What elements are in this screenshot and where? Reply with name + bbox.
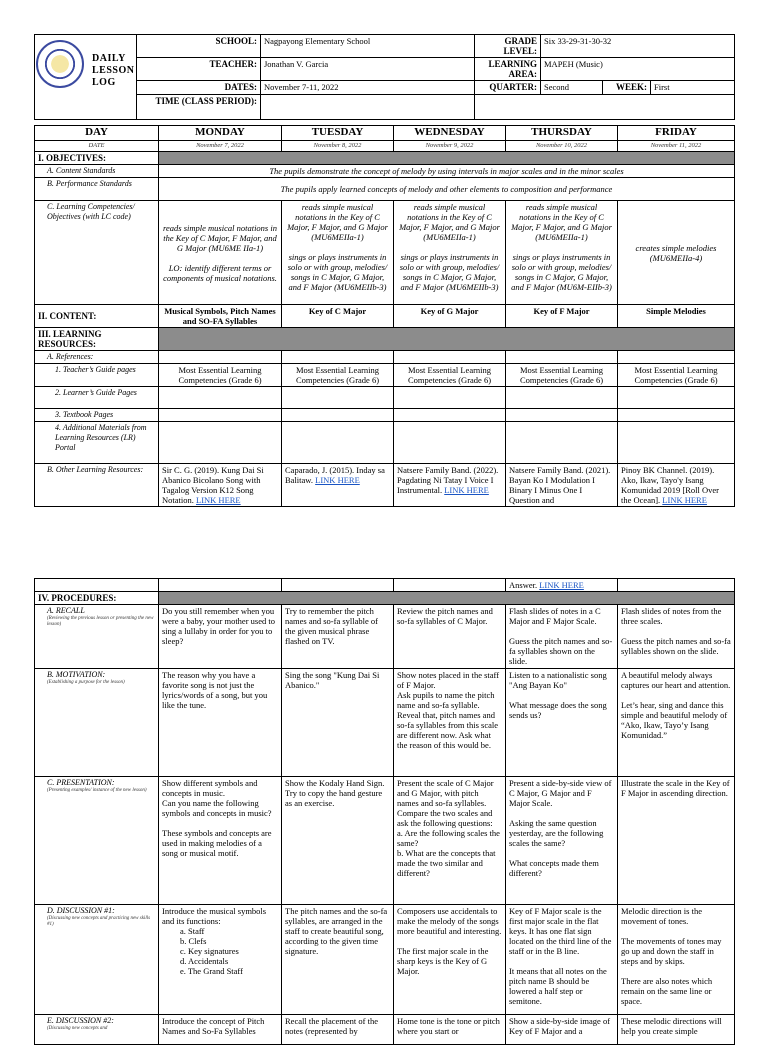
motivation-friday: A beautiful melody always captures our heart and attention. Let’s hear, sing and dance this simple and beautiful melody of “Ako, Ikaw, Tayo’y Isang Komunidad.” xyxy=(618,669,735,777)
date-friday: November 11, 2022 xyxy=(618,141,735,152)
area-label: LEARNING AREA: xyxy=(475,58,541,81)
quarter-value: Second xyxy=(541,81,603,95)
competency-friday: creates simple melodies (MU6MEIIa-4) xyxy=(618,201,735,305)
area-value: MAPEH (Music) xyxy=(541,58,735,81)
am-4 xyxy=(506,422,618,464)
procedures-heading: IV. PROCEDURES: xyxy=(35,592,159,605)
ref-blank-5 xyxy=(618,351,735,364)
link-tuesday[interactable]: LINK HERE xyxy=(315,475,360,485)
symbol-item-grand-staff: e. The Grand Staff xyxy=(180,966,243,976)
discussion2-wednesday: Home tone is the tone or pitch where you start or xyxy=(394,1015,506,1045)
lg-2 xyxy=(282,387,394,409)
motivation-label-text: B. MOTIVATION: xyxy=(47,670,106,679)
lg-3 xyxy=(394,387,506,409)
content-tuesday: Key of C Major xyxy=(282,305,394,328)
day-friday: FRIDAY xyxy=(618,126,735,141)
other-monday-text: Sir C. G. (2019). Kung Dai Si Abanico Bicolano Song with Tagalog Version K12 Song Notation. xyxy=(162,465,264,505)
other-thursday-cont xyxy=(506,579,618,592)
dates-value: November 7-11, 2022 xyxy=(261,81,475,95)
week-label: WEEK: xyxy=(603,81,651,95)
date-monday: November 7, 2022 xyxy=(159,141,282,152)
ref-blank-1 xyxy=(159,351,282,364)
tg-pages-label: 1. Teacher’s Guide pages xyxy=(35,364,159,387)
week-value: First xyxy=(651,81,735,95)
presentation-note: (Presenting examples/ instance of the new lesson) xyxy=(47,788,147,793)
presentation-friday: Illustrate the scale in the Key of F Major in ascending direction. xyxy=(618,777,735,905)
day-wednesday: WEDNESDAY xyxy=(394,126,506,141)
objectives-heading: I. OBJECTIVES: xyxy=(35,152,159,165)
recall-label-text: A. RECALL xyxy=(47,606,85,615)
symbol-item-staff: a. Staff xyxy=(180,926,205,936)
link-friday[interactable]: LINK HERE xyxy=(662,495,707,505)
competencies-label: C. Learning Competencies/ Objectives (with LC code) xyxy=(35,201,159,305)
day-label: DAY xyxy=(35,126,159,141)
link-monday[interactable]: LINK HERE xyxy=(196,495,241,505)
recall-friday: Flash slides of notes from the three scales. Guess the pitch names and so-fa syllables shown on the slide. xyxy=(618,605,735,669)
other-resources-label: B. Other Learning Resources: xyxy=(35,464,159,507)
performance-standards-label: B. Performance Standards xyxy=(35,178,159,201)
competency-wednesday: reads simple musical notations in the Key of C Major, F Major, and G Major (MU6MEIIa-1) sings or plays instruments in solo or with group, melodies/ songs in C Major, G Major, and F Major (MU6MEIIb-3) xyxy=(394,201,506,305)
other-tuesday xyxy=(282,464,394,507)
motivation-monday: The reason why you have a favorite song is not just the lyrics/words of a song, but you like the tune. xyxy=(159,669,282,777)
link-thursday[interactable]: LINK HERE xyxy=(539,580,584,590)
school-label: SCHOOL: xyxy=(137,35,261,58)
discussion1-monday-intro: Introduce the musical symbols and its functions: xyxy=(162,906,267,926)
cont-blank-3 xyxy=(394,579,506,592)
discussion2-monday: Introduce the concept of Pitch Names and So-Fa Syllables xyxy=(159,1015,282,1045)
tb-3 xyxy=(394,409,506,422)
discussion2-label-text: E. DISCUSSION #2: xyxy=(47,1016,114,1025)
tg-tuesday: Most Essential Learning Competencies (Grade 6) xyxy=(282,364,394,387)
date-label: DATE xyxy=(35,141,159,152)
references-label: A. References: xyxy=(35,351,159,364)
cont-blank-5 xyxy=(618,579,735,592)
ref-blank-4 xyxy=(506,351,618,364)
recall-label xyxy=(35,605,159,669)
resources-band xyxy=(159,328,735,351)
date-wednesday: November 9, 2022 xyxy=(394,141,506,152)
symbol-item-accidentals: d. Accidentals xyxy=(180,956,229,966)
lg-pages-label: 2. Learner’s Guide Pages xyxy=(35,387,159,409)
recall-note: (Reviewing the previous lesson or presenting the new lesson) xyxy=(47,616,154,627)
tb-4 xyxy=(506,409,618,422)
symbol-item-key-signatures: c. Key signatures xyxy=(180,946,239,956)
lesson-table xyxy=(34,125,735,507)
other-friday xyxy=(618,464,735,507)
cont-blank-0 xyxy=(35,579,159,592)
recall-tuesday: Try to remember the pitch names and so-fa syllable of the given musical phrase flashed on TV. xyxy=(282,605,394,669)
link-wednesday[interactable]: LINK HERE xyxy=(444,485,489,495)
lg-1 xyxy=(159,387,282,409)
ref-blank-2 xyxy=(282,351,394,364)
day-monday: MONDAY xyxy=(159,126,282,141)
other-thursday-text: Natsere Family Band. (2021). Bayan Ko I Modulation I Binary I Minus One I Question and xyxy=(509,465,611,505)
lg-4 xyxy=(506,387,618,409)
tb-5 xyxy=(618,409,735,422)
dates-label: DATES: xyxy=(137,81,261,95)
discussion2-label xyxy=(35,1015,159,1045)
cont-blank-1 xyxy=(159,579,282,592)
presentation-label xyxy=(35,777,159,905)
content-standards-label: A. Content Standards xyxy=(35,165,159,178)
quarter-label: QUARTER: xyxy=(475,81,541,95)
grade-label: GRADE LEVEL: xyxy=(475,35,541,58)
cont-blank-2 xyxy=(282,579,394,592)
content-standards-text: The pupils demonstrate the concept of melody by using intervals in major scales and in the minor scales xyxy=(159,165,735,178)
discussion2-friday: These melodic directions will help you create simple xyxy=(618,1015,735,1045)
am-1 xyxy=(159,422,282,464)
competency-tuesday: reads simple musical notations in the Key of C Major, F Major, and G Major (MU6MEIIa-1) sings or plays instruments in solo or with group, melodies/ songs in C Major, G Major, and F Major (MU6MEIIb-3) xyxy=(282,201,394,305)
tg-monday: Most Essential Learning Competencies (Grade 6) xyxy=(159,364,282,387)
competency-monday: reads simple musical notations in the Key of C Major, F Major, and G Major (MU6ME IIa-1) LO: identify different terms or components of musical notations. xyxy=(159,201,282,305)
discussion1-note: (Discussing new concepts and practicing new skills #1) xyxy=(47,916,151,927)
tg-wednesday: Most Essential Learning Competencies (Grade 6) xyxy=(394,364,506,387)
time-label: TIME (CLASS PERIOD): xyxy=(137,95,261,120)
additional-materials-label: 4. Additional Materials from Learning Resources (LR) Portal xyxy=(35,422,159,464)
discussion1-monday xyxy=(159,905,282,1015)
date-tuesday: November 8, 2022 xyxy=(282,141,394,152)
motivation-label xyxy=(35,669,159,777)
ref-blank-3 xyxy=(394,351,506,364)
recall-monday: Do you still remember when you were a baby, your mother used to sing a lullaby in order for you to sleep? xyxy=(159,605,282,669)
presentation-label-text: C. PRESENTATION: xyxy=(47,778,115,787)
am-5 xyxy=(618,422,735,464)
content-heading: II. CONTENT: xyxy=(35,305,159,328)
content-thursday: Key of F Major xyxy=(506,305,618,328)
grade-value: Six 33-29-31-30-32 xyxy=(541,35,735,58)
day-thursday: THURSDAY xyxy=(506,126,618,141)
presentation-wednesday: Present the scale of C Major and G Major, with pitch names and so-fa syllables. Compare the two scales and ask the following questions: a. Are the following scales the same? b. What are the concepts that made the two similar and different? xyxy=(394,777,506,905)
textbook-pages-label: 3. Textbook Pages xyxy=(35,409,159,422)
tg-friday: Most Essential Learning Competencies (Grade 6) xyxy=(618,364,735,387)
presentation-tuesday: Show the Kodaly Hand Sign. Try to copy the hand gesture as an exercise. xyxy=(282,777,394,905)
other-tuesday-text: Caparado, J. (2015). Inday sa Balitaw. xyxy=(285,465,385,485)
content-friday: Simple Melodies xyxy=(618,305,735,328)
title-line-1: DAILY xyxy=(92,53,126,64)
teacher-label: TEACHER: xyxy=(137,58,261,81)
motivation-note: (Establishing a purpose for the lesson) xyxy=(47,680,125,685)
logo-cell xyxy=(35,35,137,120)
tb-2 xyxy=(282,409,394,422)
content-monday: Musical Symbols, Pitch Names and SO-FA Syllables xyxy=(159,305,282,328)
objectives-band xyxy=(159,152,735,165)
discussion1-label-text: D. DISCUSSION #1: xyxy=(47,906,115,915)
tb-1 xyxy=(159,409,282,422)
recall-wednesday: Review the pitch names and so-fa syllables of C Major. xyxy=(394,605,506,669)
presentation-monday: Show different symbols and concepts in music. Can you name the following symbols and concepts in music? These symbols and concepts are used in making melodies of a song or musical motif. xyxy=(159,777,282,905)
am-2 xyxy=(282,422,394,464)
am-3 xyxy=(394,422,506,464)
procedures-band xyxy=(159,592,735,605)
school-value: Nagpayong Elementary School xyxy=(261,35,475,58)
presentation-thursday: Present a side-by-side view of C Major, G Major and F Major Scale. Asking the same question yesterday, are the following scales the same? What concepts made them different? xyxy=(506,777,618,905)
procedures-table xyxy=(34,578,735,1045)
symbol-item-clefs: b. Clefs xyxy=(180,936,207,946)
motivation-thursday: Listen to a nationalistic song "Ang Bayan Ko" What message does the song sends us? xyxy=(506,669,618,777)
date-thursday: November 10, 2022 xyxy=(506,141,618,152)
discussion1-wednesday: Composers use accidentals to make the melody of the songs more beautiful and interesting. The first major scale in the sharp keys is the Key of G Major. xyxy=(394,905,506,1015)
other-wednesday xyxy=(394,464,506,507)
other-thursday xyxy=(506,464,618,507)
other-friday-text: Pinoy BK Channel. (2019). Ako, Ikaw, Tayo'y Isang Komunidad 2019 [Roll Over the Ocean]. xyxy=(621,465,719,505)
day-tuesday: TUESDAY xyxy=(282,126,394,141)
motivation-tuesday: Sing the song "Kung Dai Si Abanico." xyxy=(282,669,394,777)
recall-thursday: Flash slides of notes in a C Major and F Major Scale. Guess the pitch names and so-fa syllables shown on the slide. xyxy=(506,605,618,669)
discussion1-tuesday: The pitch names and the so-fa syllables, are arranged in the staff to create beautiful song, according to the given time signature. xyxy=(282,905,394,1015)
discussion2-tuesday: Recall the placement of the notes (represented by xyxy=(282,1015,394,1045)
motivation-wednesday: Show notes placed in the staff of F Major. Ask pupils to name the pitch name and so-fa syllable. Reveal that, pitch names and so-fa syllables from this scale are different now. Ask what the reason of this would be. xyxy=(394,669,506,777)
discussion1-label xyxy=(35,905,159,1015)
continued-text: Answer. xyxy=(509,580,538,590)
time-value xyxy=(261,95,475,120)
lg-5 xyxy=(618,387,735,409)
competency-thursday: reads simple musical notations in the Key of C Major, F Major, and G Major (MU6MEIIa-1) sings or plays instruments in solo or with group, melodies/ songs in C Major, G Major, and F Major (MU6M-EIIb-3) xyxy=(506,201,618,305)
content-wednesday: Key of G Major xyxy=(394,305,506,328)
discussion1-friday: Melodic direction is the movement of tones. The movements of tones may go up and down the staff in steps and by skips. There are also notes which remain on the same line or space. xyxy=(618,905,735,1015)
discussion2-thursday: Show a side-by-side image of Key of F Major and a xyxy=(506,1015,618,1045)
other-wednesday-text: Natsere Family Band. (2022). Pagdating Ni Tatay I Voice I Instrumental. xyxy=(397,465,499,495)
other-monday xyxy=(159,464,282,507)
header-blank xyxy=(475,95,735,120)
title-line-3: LOG xyxy=(92,77,116,88)
title-line-2: LESSON xyxy=(92,65,135,76)
teacher-value: Jonathan V. Garcia xyxy=(261,58,475,81)
performance-standards-text: The pupils apply learned concepts of melody and other elements to composition and performance xyxy=(159,178,735,201)
discussion1-thursday: Key of F Major scale is the first major scale in the flat keys. It has one flat sign located on the third line of the staff or in the B line. It means that all notes on the pitch name B should be lowered a half step or semitone. xyxy=(506,905,618,1015)
tg-thursday: Most Essential Learning Competencies (Grade 6) xyxy=(506,364,618,387)
resources-heading: III. LEARNING RESOURCES: xyxy=(35,328,159,351)
header-table xyxy=(34,34,735,120)
discussion2-note: (Discussing new concepts and xyxy=(47,1026,108,1031)
